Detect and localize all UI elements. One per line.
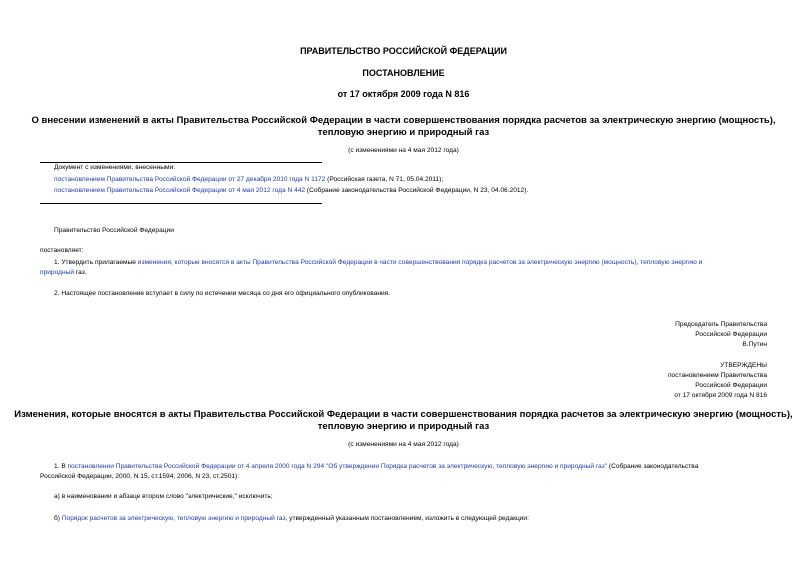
doc-type: ПОСТАНОВЛЕНИЕ (362, 68, 445, 78)
changes-amended-note: (с изменениями на 4 мая 2012 года) (348, 441, 459, 448)
signature-org: Российской Федерации (695, 331, 767, 338)
amended-note: (с изменениями на 4 мая 2012 года) (348, 147, 459, 154)
paragraph-2: 2. Настоящее постановление вступает в силу по истечении месяца со дня его официального опубликования. (54, 290, 391, 297)
changes-link-cont[interactable]: природный (40, 269, 75, 276)
change-item-b: б) Порядок расчетов за электрическую, тепловую энергию и природный газ, утвержденный указанным постановлением, изложить в следующей редакции: (54, 515, 529, 522)
signature-title: Председатель Правительства (675, 321, 767, 328)
divider-bottom (40, 203, 322, 204)
approved-date: от 17 октября 2009 года N 816 (674, 392, 767, 399)
amendment-item-1: постановлением Правительства Российской Федерации от 27 декабря 2010 года N 1172 (Российская газета, N 71, 05.04.2011); (54, 176, 444, 183)
amendments-intro: Документ с изменениями, внесенными: (54, 164, 176, 171)
signature-name: В.Путин (742, 341, 767, 348)
paragraph-1: 1. Утвердить прилагаемые изменения, которые вносятся в акты Правительства Российской Федерации в части совершенствования порядка расчетов за электрическую энергию (мощность), тепловую энергию и (54, 259, 703, 266)
change-item-1: 1. В постановлении Правительства Российской Федерации от 4 апреля 2000 года N 294 "Об утверждении Порядка расчетов за электрическую, тепловую энергию и природный газ" (Собрание законодательства (54, 463, 699, 470)
paragraph-1-cont: природный газ. (40, 269, 87, 276)
changes-link[interactable]: изменения, которые вносятся в акты Правительства Российской Федерации в части совершенствования порядка расчетов за электрическую энергию (мощность), тепловую энергию и (137, 259, 703, 266)
doc-date-number: от 17 октября 2009 года N 816 (337, 89, 470, 99)
amendment-item-2: постановлением Правительства Российской Федерации от 4 мая 2012 года N 442 (Собрание законодательства Российской Федерации, N 23, 04.06.2012). (54, 187, 529, 194)
change-item-1-cont: Российской Федерации, 2000, N 15, ст.1594; 2006, N 23, ст.2501): (40, 473, 240, 480)
doc-title-line2: тепловую энергию и природный газ (317, 127, 490, 138)
changes-title-line1: Изменения, которые вносятся в акты Правительства Российской Федерации в части совершенствования порядка расчетов за электрическую энергию (мощность), (14, 409, 793, 420)
approved-org: Российской Федерации (695, 382, 767, 389)
government-name: Правительство Российской Федерации (54, 227, 174, 234)
resolves-label: постановляет: (40, 247, 84, 254)
procedure-link[interactable]: Порядок расчетов за электрическую, тепловую энергию и природный газ (61, 515, 286, 522)
changes-title-line2: тепловую энергию и природный газ (317, 421, 490, 432)
change-item-a: а) в наименовании и абзаце втором слово "электрические," исключить; (54, 493, 273, 500)
approved-label: УТВЕРЖДЕНЫ (720, 362, 767, 369)
amendment-link-1[interactable]: постановлением Правительства Российской Федерации от 27 декабря 2010 года N 1172 (54, 176, 326, 183)
doc-title-line1: О внесении изменений в акты Правительства Российской Федерации в части совершенствования порядка расчетов за электрическую энергию (мощность), (31, 115, 776, 126)
resolution-294-link[interactable]: постановлении Правительства Российской Федерации от 4 апреля 2000 года N 294 "Об утверждении Порядка расчетов за электрическую, тепловую энергию и природный газ" (67, 463, 608, 470)
government-title: ПРАВИТЕЛЬСТВО РОССИЙСКОЙ ФЕДЕРАЦИИ (300, 46, 507, 56)
amendment-link-2[interactable]: постановлением Правительства Российской Федерации от 4 мая 2012 года N 442 (54, 187, 306, 194)
approved-by: постановлением Правительства (667, 372, 767, 379)
